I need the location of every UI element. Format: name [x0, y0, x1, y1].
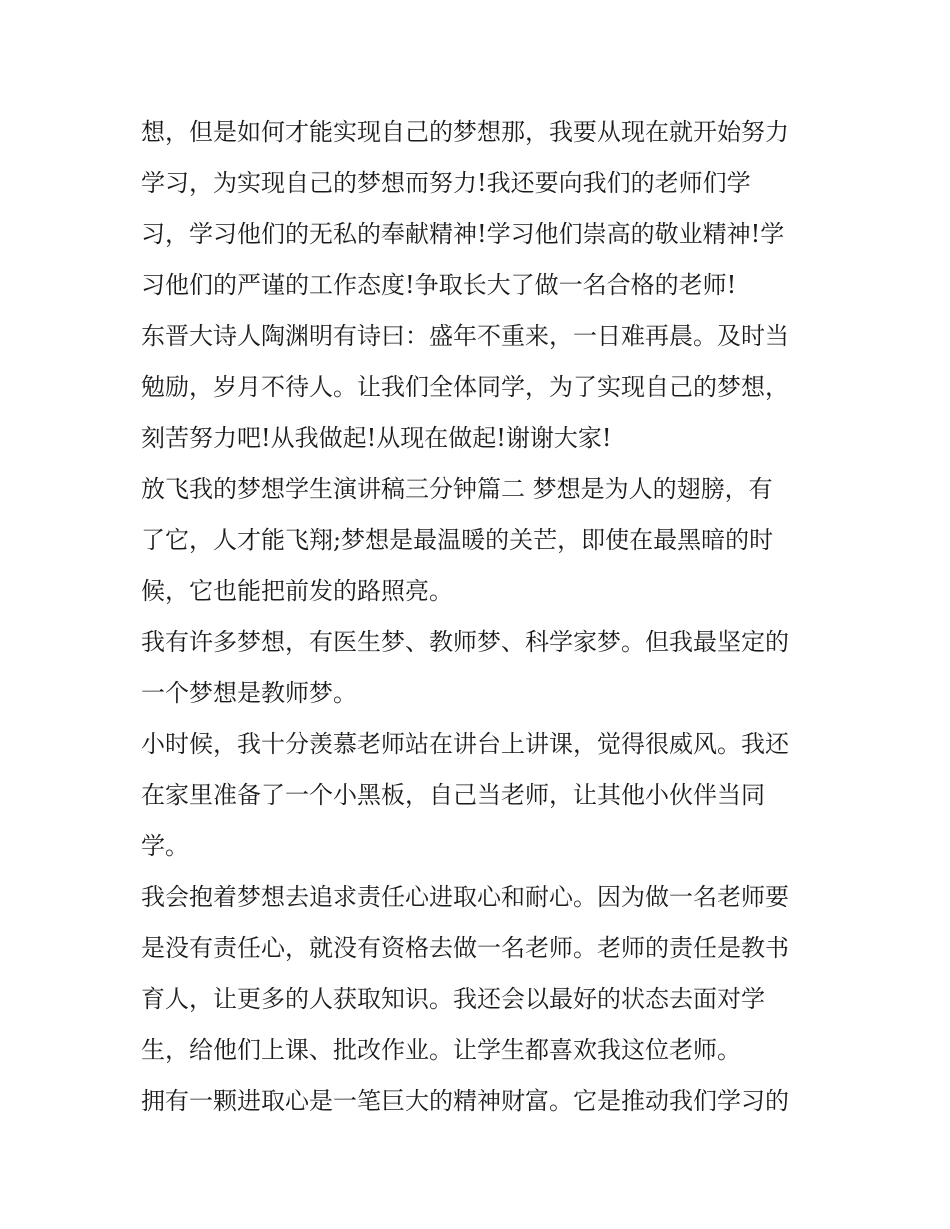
text-line: 一个梦想是教师梦。: [141, 679, 357, 707]
text-line: 东晋大诗人陶渊明有诗曰：盛年不重来，一日难再晨。及时当: [141, 322, 789, 350]
text-line: 习他们的严谨的工作态度!争取长大了做一名合格的老师!: [141, 271, 737, 299]
text-line: 我会抱着梦想去追求责任心进取心和耐心。因为做一名老师要: [141, 883, 789, 911]
text-line: 育人，让更多的人获取知识。我还会以最好的状态去面对学: [141, 985, 765, 1013]
text-line: 候，它也能把前发的路照亮。: [141, 577, 453, 605]
text-line: 想，但是如何才能实现自己的梦想那，我要从现在就开始努力: [141, 118, 789, 146]
text-line: 学习，为实现自己的梦想而努力!我还要向我们的老师们学: [141, 169, 751, 197]
text-line: 小时候，我十分羡慕老师站在讲台上讲课，觉得很威风。我还: [141, 730, 789, 758]
text-line: 习，学习他们的无私的奉献精神!学习他们崇高的敬业精神!学: [141, 220, 785, 248]
text-line: 了它，人才能飞翔;梦想是最温暖的关芒，即使在最黑暗的时: [141, 526, 774, 554]
text-line: 勉励，岁月不待人。让我们全体同学，为了实现自己的梦想，: [141, 373, 789, 401]
text-line: 刻苦努力吧!从我做起!从现在做起!谢谢大家!: [141, 424, 612, 452]
document-body: [141, 107, 821, 1127]
text-line: 拥有一颗进取心是一笔巨大的精神财富。它是推动我们学习的: [141, 1087, 789, 1115]
text-line: 在家里准备了一个小黑板，自己当老师，让其他小伙伴当同: [141, 781, 765, 809]
text-line: 放飞我的梦想学生演讲稿三分钟篇二 梦想是为人的翅膀，有: [141, 475, 773, 503]
text-line: 我有许多梦想，有医生梦、教师梦、科学家梦。但我最坚定的: [141, 628, 789, 656]
text-line: 生，给他们上课、批改作业。让学生都喜欢我这位老师。: [141, 1036, 741, 1064]
text-line: 学。: [141, 832, 189, 860]
text-line: 是没有责任心，就没有资格去做一名老师。老师的责任是教书: [141, 934, 789, 962]
